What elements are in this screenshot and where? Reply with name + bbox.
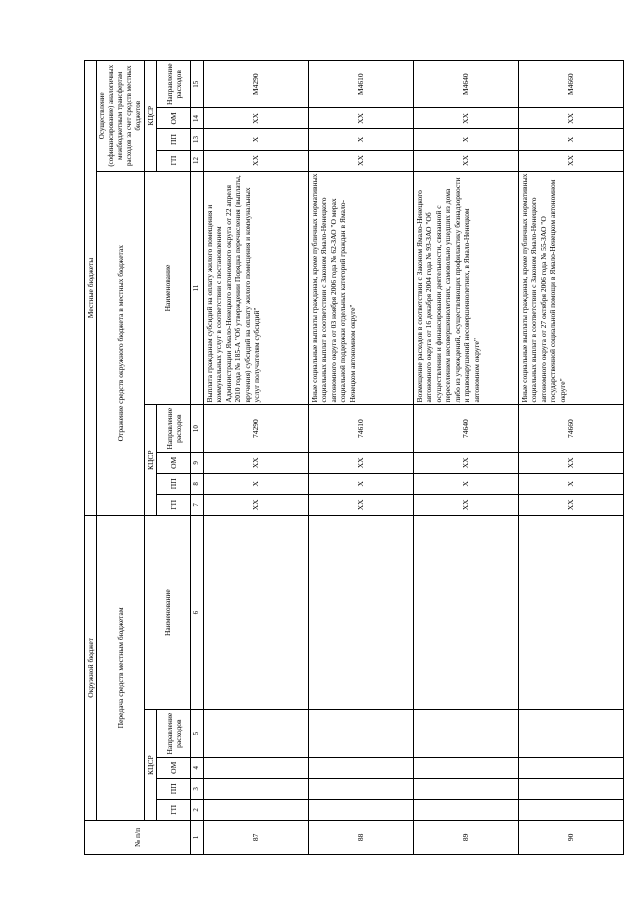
- gp-code: XX: [308, 494, 413, 515]
- col-number: 4: [191, 757, 204, 778]
- om-code: XX: [518, 452, 623, 473]
- expense-name: Возмещение расходов в соответствии с Законом Ямало-Ненецкого автономного округа от 16 декабря 2004 года № 93-ЗАО "Об осуществлении и финансировании деятельности, связанной с переселением несовершеннолетних, самовольно ушедших из дома либо из учреждений, осуществляющих профилактику безнадзорности и правонарушений несовершеннолетних, в Ямало-Ненецком автономном округе": [413, 171, 518, 405]
- header-om: ОМ: [157, 757, 191, 778]
- column-number-row: [191, 61, 204, 855]
- pp-code: X: [518, 129, 623, 150]
- header-om: ОМ: [157, 108, 191, 129]
- header-kcsr-10: КЦСР: [145, 405, 157, 515]
- header-name-6: Наименование: [145, 515, 191, 710]
- pp-code: X: [518, 473, 623, 494]
- header-implementation: Осуществление (софинансирование) аналогичных межбюджетным трансфертам расходов за счет средств местных бюджетов: [97, 61, 145, 172]
- col-number: 6: [191, 515, 204, 710]
- gp-code: XX: [203, 150, 308, 171]
- budget-table: [84, 60, 624, 855]
- gp-code: XX: [203, 494, 308, 515]
- pp-code: X: [308, 473, 413, 494]
- header-gp: ГП: [157, 799, 191, 820]
- gp-code: XX: [308, 150, 413, 171]
- header-local-budgets: Местные бюджеты: [85, 61, 97, 516]
- header-reflection: Отражение средств окружного бюджета в местных бюджетах: [97, 171, 145, 515]
- row-number: 90: [518, 820, 623, 854]
- col-number: 9: [191, 452, 204, 473]
- pp-code: X: [203, 473, 308, 494]
- pp-code: X: [308, 129, 413, 150]
- row-number: 88: [308, 820, 413, 854]
- col-number: 15: [191, 61, 204, 108]
- header-pp: ПП: [157, 129, 191, 150]
- header-okrug-budget: Окружной бюджет: [85, 515, 97, 820]
- gp-code: XX: [413, 494, 518, 515]
- direction-code: M4290: [203, 61, 308, 108]
- col-number: 11: [191, 171, 204, 405]
- col-number: 13: [191, 129, 204, 150]
- direction-code: M4610: [308, 61, 413, 108]
- pp-code: X: [413, 129, 518, 150]
- col-number: 7: [191, 494, 204, 515]
- om-code: XX: [203, 452, 308, 473]
- header-om: ОМ: [157, 452, 191, 473]
- header-pp: ПП: [157, 778, 191, 799]
- direction-code: M4640: [413, 61, 518, 108]
- col-number: 3: [191, 778, 204, 799]
- row-number: 87: [203, 820, 308, 854]
- header-direction: Направление расходов: [157, 61, 191, 108]
- col-number: 2: [191, 799, 204, 820]
- om-code: XX: [203, 108, 308, 129]
- gp-code: XX: [518, 150, 623, 171]
- table-row: [203, 61, 308, 855]
- expense-name: Иные социальные выплаты гражданам, кроме публичных нормативных социальных выплат в соответствии с Законом Ямало-Ненецкого автономного округа от 03 ноября 2006 года № 62-ЗАО "О мерах социальной поддержки отдельных категорий граждан в Ямало-Ненецком автономном округе": [308, 171, 413, 405]
- direction-code: 74640: [413, 405, 518, 452]
- pp-code: X: [203, 129, 308, 150]
- header-no: № п/п: [85, 820, 191, 854]
- om-code: XX: [518, 108, 623, 129]
- direction-code: M4660: [518, 61, 623, 108]
- om-code: XX: [413, 108, 518, 129]
- col-number: 5: [191, 710, 204, 757]
- expense-name: Выплата гражданам субсидий на оплату жилого помещения и коммунальных услуг в соответствии с постановлением Администрации Ямало-Ненецкого автономного округа от 22 апреля 2010 года № 185-А "Об утверждении Порядка перечисления (выплаты, вручения) субсидий на оплату жилого помещения и коммунальных услуг получателям субсидий": [203, 171, 308, 405]
- om-code: XX: [308, 452, 413, 473]
- header-kcsr-15: КЦСР: [145, 61, 157, 172]
- direction-code: 74610: [308, 405, 413, 452]
- table-row: [518, 61, 623, 855]
- header-gp: ГП: [157, 494, 191, 515]
- header-direction: Направление расходов: [157, 710, 191, 757]
- col-number: 8: [191, 473, 204, 494]
- gp-code: XX: [413, 150, 518, 171]
- table-row: [308, 61, 413, 855]
- om-code: XX: [308, 108, 413, 129]
- rotated-table-sheet: [84, 60, 604, 855]
- col-number: 14: [191, 108, 204, 129]
- direction-code: 74660: [518, 405, 623, 452]
- expense-name: Иные социальные выплаты гражданам, кроме публичных нормативных социальных выплат в соответствии с Законом Ямало-Ненецкого автономного округа от 27 октября 2006 года № 55-ЗАО "О государственной социальной помощи в Ямало-Ненецком автономном округе": [518, 171, 623, 405]
- header-gp: ГП: [157, 150, 191, 171]
- row-number: 89: [413, 820, 518, 854]
- col-number: 12: [191, 150, 204, 171]
- gp-code: XX: [518, 494, 623, 515]
- header-pp: ПП: [157, 473, 191, 494]
- table-row: [413, 61, 518, 855]
- header-name-11: Наименование: [145, 171, 191, 405]
- direction-code: 74290: [203, 405, 308, 452]
- header-kcsr-5: КЦСР: [145, 710, 157, 820]
- col-number: 10: [191, 405, 204, 452]
- pp-code: X: [413, 473, 518, 494]
- col-number: 1: [191, 820, 204, 854]
- header-direction: Направление расходов: [157, 405, 191, 452]
- om-code: XX: [413, 452, 518, 473]
- header-transfer-to-local: Передача средств местным бюджетам: [97, 515, 145, 820]
